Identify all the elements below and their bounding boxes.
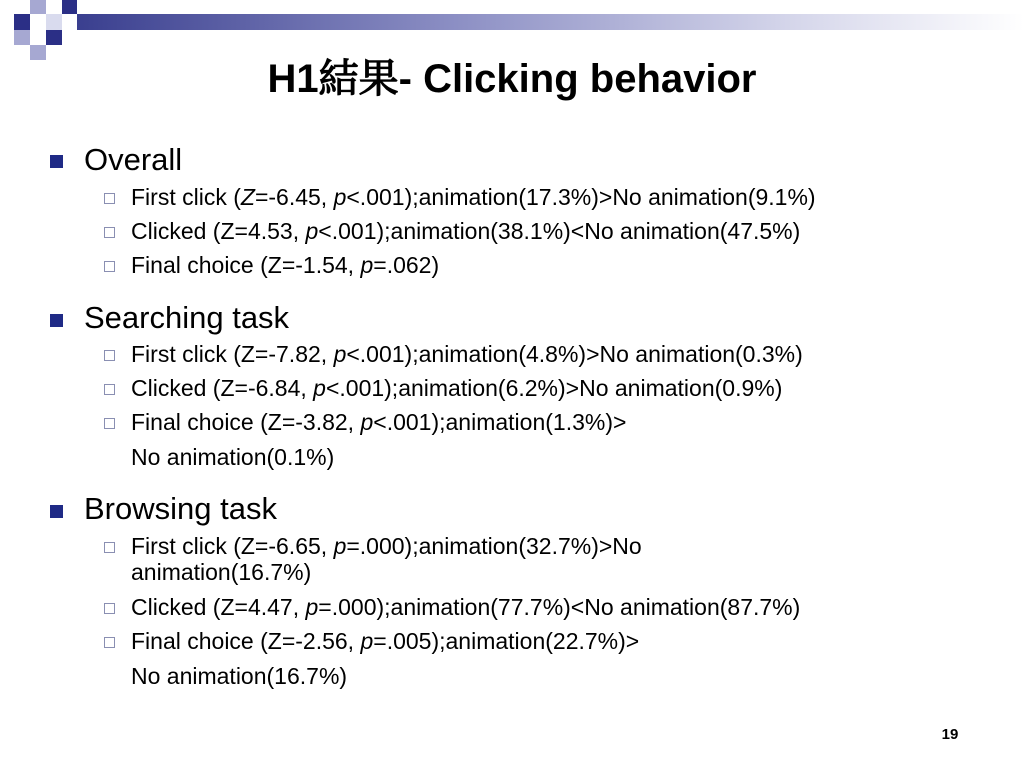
list-item: Final choice (Z=-1.54, p=.062) xyxy=(131,252,440,278)
list-item: Clicked (Z=-6.84, p<.001);animation(6.2%)>No animation(0.9%) xyxy=(131,375,783,401)
list-item: First click (Z=-7.82, p<.001);animation(4.8%)>No animation(0.3%) xyxy=(131,341,803,367)
bullet-box-icon xyxy=(104,637,115,648)
list-item: Clicked (Z=4.47, p=.000);animation(77.7%)<No animation(87.7%) xyxy=(131,594,801,620)
bullet-square-icon xyxy=(50,505,63,518)
bullet-box-icon xyxy=(104,418,115,429)
bullet-square-icon xyxy=(50,314,63,327)
section-heading-browsing: Browsing task xyxy=(84,491,277,526)
list-item-continuation: animation(16.7%) xyxy=(131,559,312,585)
bullet-box-icon xyxy=(104,227,115,238)
list-item-continuation: No animation(0.1%) xyxy=(131,444,335,470)
bullet-box-icon xyxy=(104,542,115,553)
bullet-box-icon xyxy=(104,193,115,204)
bullet-square-icon xyxy=(50,155,63,168)
bullet-box-icon xyxy=(104,350,115,361)
list-item: Clicked (Z=4.53, p<.001);animation(38.1%)<No animation(47.5%) xyxy=(131,218,801,244)
bullet-box-icon xyxy=(104,261,115,272)
list-item: First click (Z=-6.65, p=.000);animation(32.7%)>No xyxy=(131,533,642,559)
section-heading-searching: Searching task xyxy=(84,300,290,335)
section-heading-overall: Overall xyxy=(84,142,183,177)
bullet-box-icon xyxy=(104,603,115,614)
list-item: First click (Z=-6.45, p<.001);animation(17.3%)>No animation(9.1%) xyxy=(131,184,816,210)
bullet-box-icon xyxy=(104,384,115,395)
list-item-continuation: No animation(16.7%) xyxy=(131,663,348,689)
page-number: 19 xyxy=(941,726,959,743)
list-item: Final choice (Z=-3.82, p<.001);animation(1.3%)> xyxy=(131,409,627,435)
list-item: Final choice (Z=-2.56, p=.005);animation(22.7%)> xyxy=(131,628,640,654)
slide-title: H1結果- Clicking behavior xyxy=(267,57,757,101)
